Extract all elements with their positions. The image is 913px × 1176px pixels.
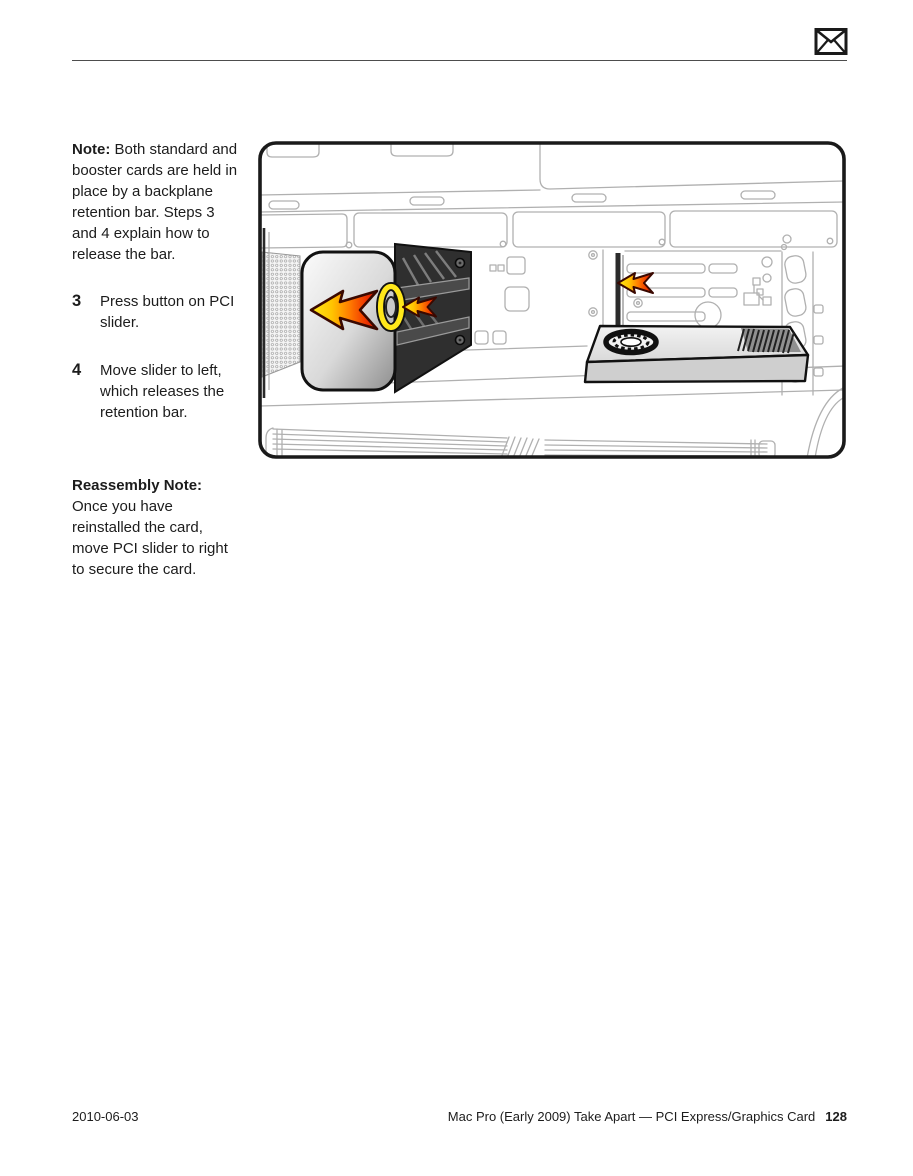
note-paragraph — [72, 139, 242, 265]
pci-slider-button — [386, 297, 396, 317]
footer-date: 2010-06-03 — [72, 1109, 139, 1124]
step-3 — [72, 291, 242, 333]
step-4 — [72, 360, 242, 423]
step-4-text: Move slider to left, which releases the retention bar. — [100, 362, 225, 421]
footer-right — [448, 1108, 847, 1125]
step-3-text: Press button on PCI slider. — [100, 293, 235, 331]
reassembly-note-label: Reassembly Note: — [72, 477, 203, 494]
heatsink-fan-ring — [606, 332, 656, 353]
footer-doc-title: Mac Pro (Early 2009) Take Apart — PCI Express/Graphics Card — [447, 1109, 816, 1124]
feedback-mail-icon[interactable] — [814, 27, 848, 56]
header-divider — [72, 60, 847, 61]
graphics-card-heatsink — [585, 326, 808, 382]
reassembly-note-paragraph — [72, 475, 242, 580]
footer-page-number: 128 — [825, 1109, 847, 1124]
step-4-number: 4 — [72, 361, 82, 379]
mac-pro-interior-illustration — [257, 140, 847, 460]
note-text: Both standard and booster cards are held in place by a backplane retention bar. Steps 3 and 4 explain how to release the bar. — [72, 141, 238, 263]
step-3-number: 3 — [72, 292, 82, 310]
reassembly-note-text: Once you have reinstalled the card, move PCI slider to right to secure the card. — [72, 498, 228, 578]
speaker-mesh — [262, 252, 300, 377]
note-label: Note: — [72, 141, 111, 158]
